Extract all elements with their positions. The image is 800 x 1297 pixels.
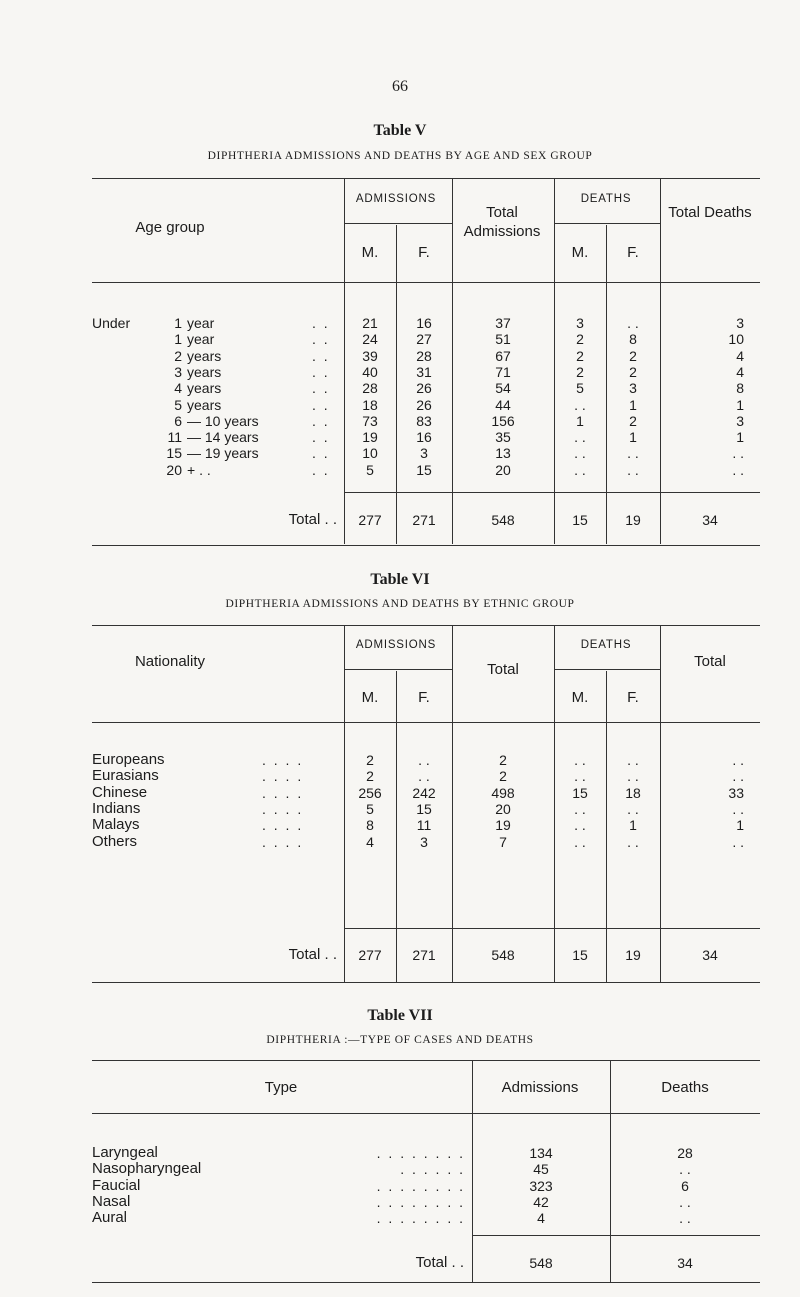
age-number: 5 (174, 396, 182, 413)
adm-m: 4 (366, 833, 374, 850)
adm-f-header: F. (418, 244, 430, 261)
admissions: 323 (529, 1177, 553, 1194)
d-f: . . (627, 800, 639, 817)
table7-subtitle: DIPHTHERIA :—TYPE OF CASES AND DEATHS (266, 1034, 534, 1046)
age-unit: years (187, 396, 222, 413)
total-header: Total (487, 661, 519, 678)
d-f: . . (627, 315, 639, 331)
case-type: Aural (92, 1209, 128, 1227)
nationality-header: Nationality (134, 653, 206, 670)
d-f: 3 (629, 380, 637, 397)
total-d-f: 19 (625, 512, 641, 528)
adm-f: 16 (416, 315, 432, 331)
admissions-header: Admissions (501, 1079, 579, 1096)
adm-f: 16 (416, 429, 432, 446)
d-f: 1 (629, 396, 637, 413)
table5-total-row (0, 512, 800, 528)
leader-dots: . . . . . . . . (376, 1177, 465, 1194)
admissions: 45 (533, 1161, 549, 1178)
adm-f: 83 (416, 412, 432, 429)
total-admissions: 44 (495, 396, 511, 413)
nationality-name: Indians (92, 799, 141, 817)
total-deaths: 1 (736, 817, 744, 834)
total-deaths: 3 (736, 412, 744, 429)
adm-f: 3 (420, 445, 428, 462)
total-label: Total . . (288, 511, 337, 528)
total-adm-m: 277 (358, 947, 382, 963)
page-number: 66 (392, 78, 408, 95)
d-f: 18 (625, 784, 641, 801)
table-row (0, 331, 800, 347)
adm-m: 8 (366, 817, 374, 834)
table6-title: Table VI (370, 571, 430, 588)
d-f: . . (627, 752, 639, 768)
adm-f: 15 (416, 800, 432, 817)
deaths-header: DEATHS (580, 639, 632, 651)
d-m: . . (574, 833, 586, 850)
total-deaths: . . (732, 461, 744, 478)
d-m: . . (574, 817, 586, 834)
age-number: 2 (174, 347, 182, 364)
leader-dots: . . . . . . . . (376, 1210, 465, 1227)
age-prefix: Under (92, 315, 131, 331)
d-m: . . (574, 445, 586, 462)
total-deaths: 34 (702, 512, 718, 528)
leader-dots: . . (312, 331, 330, 348)
adm-m: 18 (362, 396, 378, 413)
leader-dots: . . . . (262, 784, 304, 801)
total-deaths-header: Total (694, 653, 726, 670)
d-f: . . (627, 768, 639, 785)
table6-subtitle: DIPHTHERIA ADMISSIONS AND DEATHS BY ETHNIC GROUP (225, 598, 575, 610)
type-header: Type (264, 1079, 298, 1096)
d-m: 2 (576, 331, 584, 348)
table-row (0, 1178, 800, 1194)
adm-m: 19 (362, 429, 378, 446)
total-admissions: 548 (491, 947, 515, 963)
deaths: . . (679, 1193, 691, 1210)
total-admissions: 71 (495, 363, 511, 380)
leader-dots: . . . . . . . . (376, 1145, 465, 1161)
d-f: 1 (629, 817, 637, 834)
adm-f: 31 (416, 363, 432, 380)
total-deaths: 10 (728, 331, 744, 348)
age-unit: — 10 years (187, 412, 259, 429)
d-f: . . (627, 833, 639, 850)
leader-dots: . . . . (262, 768, 304, 785)
adm-f: 28 (416, 347, 432, 364)
total-admissions: 2 (499, 752, 507, 768)
age-number: 20 (166, 461, 182, 478)
table-row (0, 801, 800, 817)
total-deaths: . . (732, 768, 744, 785)
adm-f: 26 (416, 380, 432, 397)
age-number: 1 (174, 331, 182, 348)
d-m: 5 (576, 380, 584, 397)
admissions: 4 (537, 1210, 545, 1227)
d-m: 3 (576, 315, 584, 331)
age-number: 1 (174, 315, 182, 331)
table-row (0, 445, 800, 461)
age-unit: year (187, 331, 215, 348)
case-type: Laryngeal (92, 1144, 158, 1161)
age-unit: years (187, 380, 222, 397)
total-deaths: . . (732, 752, 744, 768)
d-m: . . (574, 461, 586, 478)
leader-dots: . . . . . . . . (376, 1193, 465, 1210)
total-deaths: . . (732, 800, 744, 817)
table-row (0, 1145, 800, 1161)
total-deaths: 34 (677, 1255, 693, 1271)
leader-dots: . . (312, 315, 330, 331)
age-unit: years (187, 363, 222, 380)
d-m: . . (574, 752, 586, 768)
leader-dots: . . . . . . (400, 1161, 465, 1178)
adm-m: 5 (366, 800, 374, 817)
nationality-name: Eurasians (92, 767, 159, 785)
nationality-name: Europeans (92, 751, 165, 768)
d-m: . . (574, 429, 586, 446)
deaths-header: DEATHS (580, 193, 632, 205)
table-row (0, 768, 800, 784)
total-admissions-header: Total Admissions (463, 204, 541, 240)
leader-dots: . . (312, 380, 330, 397)
age-unit: — 19 years (187, 445, 259, 462)
d-f: 2 (629, 363, 637, 380)
adm-f: 26 (416, 396, 432, 413)
adm-m: 5 (366, 461, 374, 478)
adm-m: 2 (366, 768, 374, 785)
d-m: . . (574, 800, 586, 817)
total-admissions: 20 (495, 461, 511, 478)
table-row (0, 429, 800, 445)
table-row (0, 1194, 800, 1210)
nationality-name: Chinese (92, 783, 148, 801)
d-m-header: M. (571, 689, 589, 706)
case-type: Nasal (92, 1192, 131, 1210)
total-deaths: 1 (736, 429, 744, 446)
total-deaths: 4 (736, 347, 744, 364)
adm-m: 24 (362, 331, 378, 348)
adm-m: 39 (362, 347, 378, 364)
table-row (0, 785, 800, 801)
case-type: Faucial (92, 1176, 141, 1194)
leader-dots: . . . . (262, 833, 304, 850)
adm-m: 28 (362, 380, 378, 397)
total-adm-f: 271 (412, 512, 436, 528)
age-unit: — 14 years (187, 429, 259, 446)
adm-m: 256 (358, 784, 382, 801)
leader-dots: . . . . (262, 817, 304, 834)
total-admissions: 548 (491, 512, 515, 528)
adm-f: . . (418, 752, 430, 768)
d-f: . . (627, 445, 639, 462)
total-admissions: 548 (529, 1255, 553, 1271)
admissions: 134 (529, 1145, 553, 1161)
deaths: . . (679, 1161, 691, 1178)
adm-f: . . (418, 768, 430, 785)
d-m: 15 (572, 784, 588, 801)
table-row (0, 462, 800, 478)
age-number: 11 (167, 429, 182, 446)
deaths-header: Deaths (661, 1079, 709, 1096)
total-deaths-header: Total Deaths (668, 204, 752, 221)
table-row (0, 397, 800, 413)
d-m: 2 (576, 347, 584, 364)
total-admissions: 13 (495, 445, 511, 462)
leader-dots: . . (312, 347, 330, 364)
table-row (0, 364, 800, 380)
table-row (0, 413, 800, 429)
table-row (0, 315, 800, 331)
total-deaths: 3 (736, 315, 744, 331)
total-adm-m: 277 (358, 512, 382, 528)
total-deaths: . . (732, 833, 744, 850)
leader-dots: . . (312, 396, 330, 413)
age-number: 3 (174, 363, 182, 380)
age-number: 6 (174, 412, 182, 429)
total-deaths: . . (732, 445, 744, 462)
total-deaths: 8 (736, 380, 744, 397)
adm-f: 242 (412, 784, 436, 801)
admissions: 42 (533, 1193, 549, 1210)
age-unit: years (187, 347, 222, 364)
table6-total-row (0, 947, 800, 963)
table-row (0, 817, 800, 833)
d-f: 8 (629, 331, 637, 348)
nationality-name: Others (92, 832, 138, 850)
total-deaths: 4 (736, 363, 744, 380)
total-deaths: 33 (728, 784, 744, 801)
adm-m-header: M. (361, 689, 379, 706)
age-group-header: Age group (135, 219, 205, 236)
total-adm-f: 271 (412, 947, 436, 963)
total-admissions: 498 (491, 784, 515, 801)
total-admissions: 156 (491, 412, 515, 429)
d-m: 2 (576, 363, 584, 380)
leader-dots: . . (312, 461, 330, 478)
age-number: 15 (166, 445, 182, 462)
adm-m: 21 (362, 315, 378, 331)
total-admissions: 20 (495, 800, 511, 817)
total-label: Total . . (415, 1254, 464, 1271)
leader-dots: . . (312, 412, 330, 429)
d-m: 1 (576, 412, 584, 429)
total-d-m: 15 (572, 512, 588, 528)
total-admissions: 35 (495, 429, 511, 446)
adm-f: 27 (416, 331, 432, 348)
table-row (0, 348, 800, 364)
d-f: . . (627, 461, 639, 478)
adm-f: 11 (416, 817, 432, 834)
adm-m: 10 (362, 445, 378, 462)
total-deaths: 1 (736, 396, 744, 413)
admissions-header: ADMISSIONS (355, 193, 437, 205)
d-m: . . (574, 768, 586, 785)
age-number: 4 (174, 380, 182, 397)
total-admissions: 51 (495, 331, 511, 348)
d-f: 1 (629, 429, 637, 446)
case-type: Nasopharyngeal (92, 1160, 202, 1178)
adm-f: 15 (416, 461, 432, 478)
d-f: 2 (629, 347, 637, 364)
leader-dots: . . (312, 363, 330, 380)
total-admissions: 54 (495, 380, 511, 397)
table5-title: Table V (373, 122, 427, 139)
total-admissions: 67 (495, 347, 511, 364)
d-f-header: F. (627, 244, 639, 261)
total-label: Total . . (288, 946, 337, 963)
adm-m: 73 (362, 412, 378, 429)
leader-dots: . . (312, 445, 330, 462)
d-f: 2 (629, 412, 637, 429)
table7-total-row (0, 1255, 800, 1271)
admissions-header: ADMISSIONS (355, 639, 437, 651)
total-admissions: 2 (499, 768, 507, 785)
total-admissions: 7 (499, 833, 507, 850)
nationality-name: Malays (92, 816, 140, 834)
d-m: . . (574, 396, 586, 413)
table5-subtitle: DIPHTHERIA ADMISSIONS AND DEATHS BY AGE AND SEX GROUP (207, 150, 593, 162)
adm-f-header: F. (418, 689, 430, 706)
deaths: . . (679, 1210, 691, 1227)
table-row (0, 834, 800, 850)
adm-m: 40 (362, 363, 378, 380)
table-row (0, 1161, 800, 1177)
age-unit: + . . (187, 461, 211, 478)
table-row (0, 380, 800, 396)
table7-title: Table VII (367, 1007, 433, 1024)
age-unit: year (187, 315, 215, 331)
table-row (0, 1210, 800, 1226)
total-admissions: 19 (495, 817, 511, 834)
leader-dots: . . . . (262, 752, 304, 768)
table-row (0, 752, 800, 768)
leader-dots: . . . . (262, 800, 304, 817)
d-m-header: M. (571, 244, 589, 261)
total-d-f: 19 (625, 947, 641, 963)
deaths: 28 (677, 1145, 693, 1161)
total-d-m: 15 (572, 947, 588, 963)
leader-dots: . . (312, 429, 330, 446)
adm-f: 3 (420, 833, 428, 850)
adm-m: 2 (366, 752, 374, 768)
total-deaths: 34 (702, 947, 718, 963)
deaths: 6 (681, 1177, 689, 1194)
total-admissions: 37 (495, 315, 511, 331)
adm-m-header: M. (361, 244, 379, 261)
d-f-header: F. (627, 689, 639, 706)
